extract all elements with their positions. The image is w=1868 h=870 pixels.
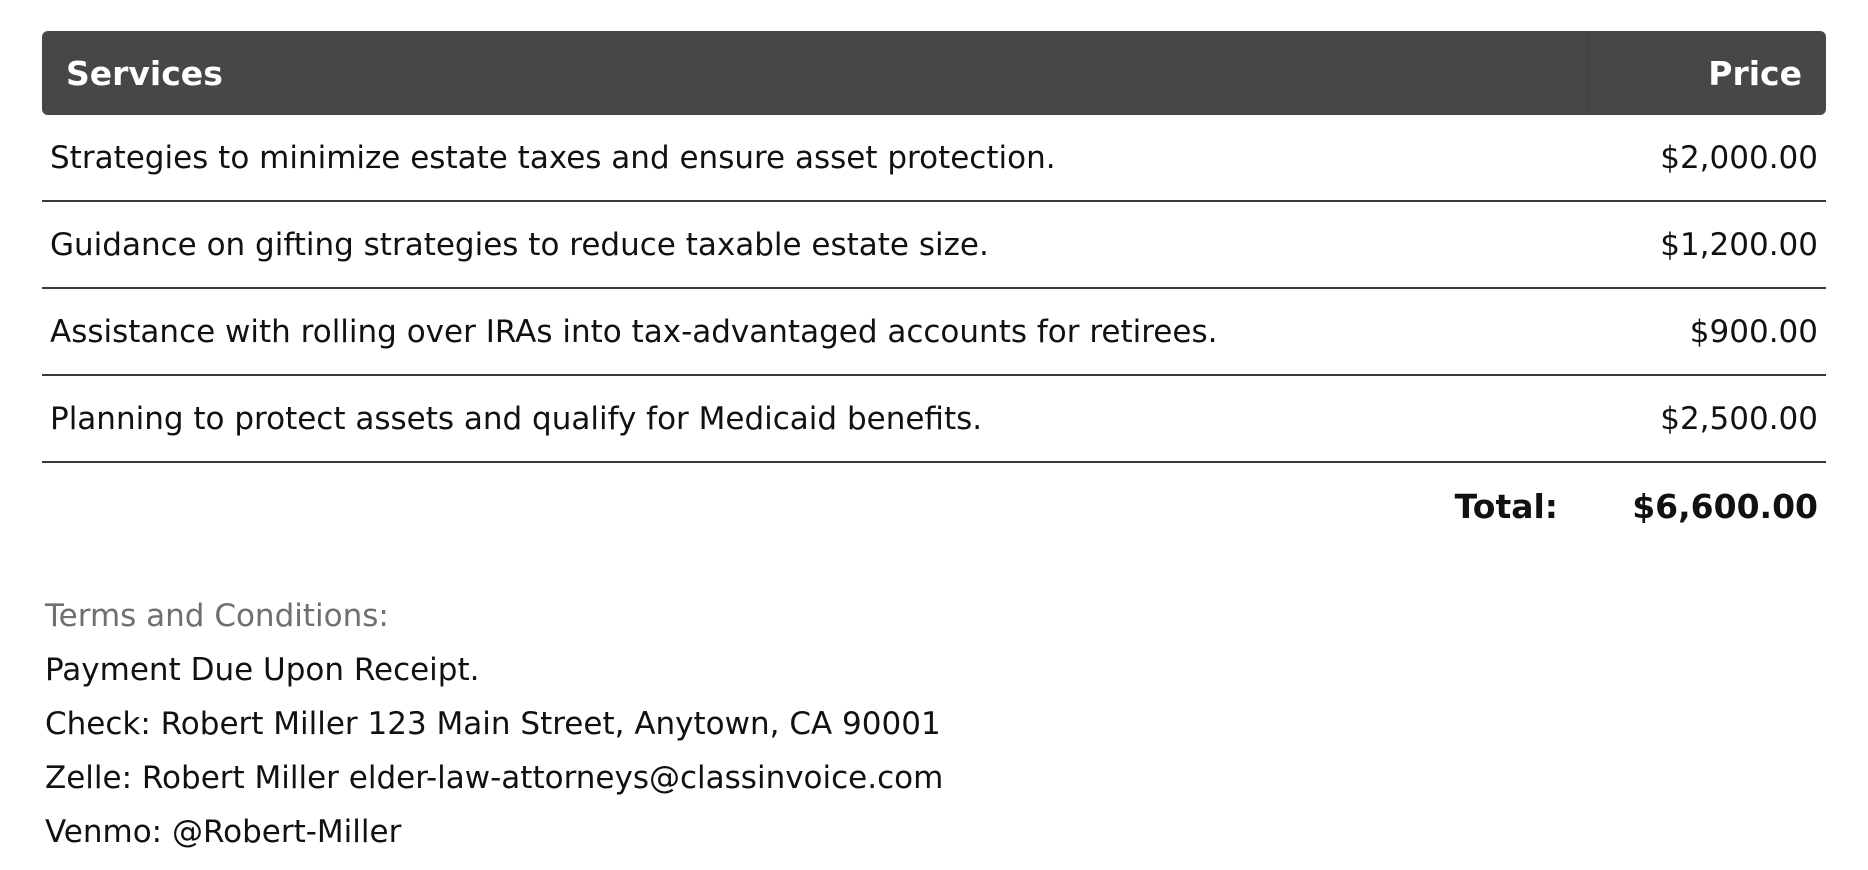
total-value: $6,600.00 — [1632, 486, 1818, 526]
terms-heading: Terms and Conditions: — [45, 598, 389, 634]
zelle-payment-line: Zelle: Robert Miller elder-law-attorneys@classinvoice.com — [45, 760, 944, 796]
total-label: Total: — [1454, 486, 1558, 526]
terms-and-conditions — [42, 589, 1826, 859]
service-price: $2,500.00 — [1588, 376, 1826, 463]
table-header — [42, 31, 1826, 115]
table-row — [42, 202, 1826, 289]
service-description: Guidance on gifting strategies to reduce taxable estate size. — [42, 202, 1588, 289]
services-column-header: Services — [42, 31, 1588, 115]
table-body — [42, 115, 1826, 463]
table-row — [42, 376, 1826, 463]
table-row — [42, 289, 1826, 376]
invoice-section — [42, 31, 1826, 859]
price-column-header: Price — [1588, 31, 1826, 115]
venmo-payment-line: Venmo: @Robert-Miller — [45, 814, 402, 850]
service-price: $1,200.00 — [1588, 202, 1826, 289]
payment-due-line: Payment Due Upon Receipt. — [45, 652, 480, 688]
total-row — [42, 463, 1826, 549]
service-price: $900.00 — [1588, 289, 1826, 376]
table-row — [42, 115, 1826, 202]
service-description: Strategies to minimize estate taxes and ensure asset protection. — [42, 115, 1588, 202]
header-row — [42, 31, 1826, 115]
service-price: $2,000.00 — [1588, 115, 1826, 202]
services-table — [42, 31, 1826, 549]
check-payment-line: Check: Robert Miller 123 Main Street, Anytown, CA 90001 — [45, 706, 941, 742]
table-footer — [42, 463, 1826, 549]
service-description: Planning to protect assets and qualify for Medicaid benefits. — [42, 376, 1588, 463]
service-description: Assistance with rolling over IRAs into tax-advantaged accounts for retirees. — [42, 289, 1588, 376]
